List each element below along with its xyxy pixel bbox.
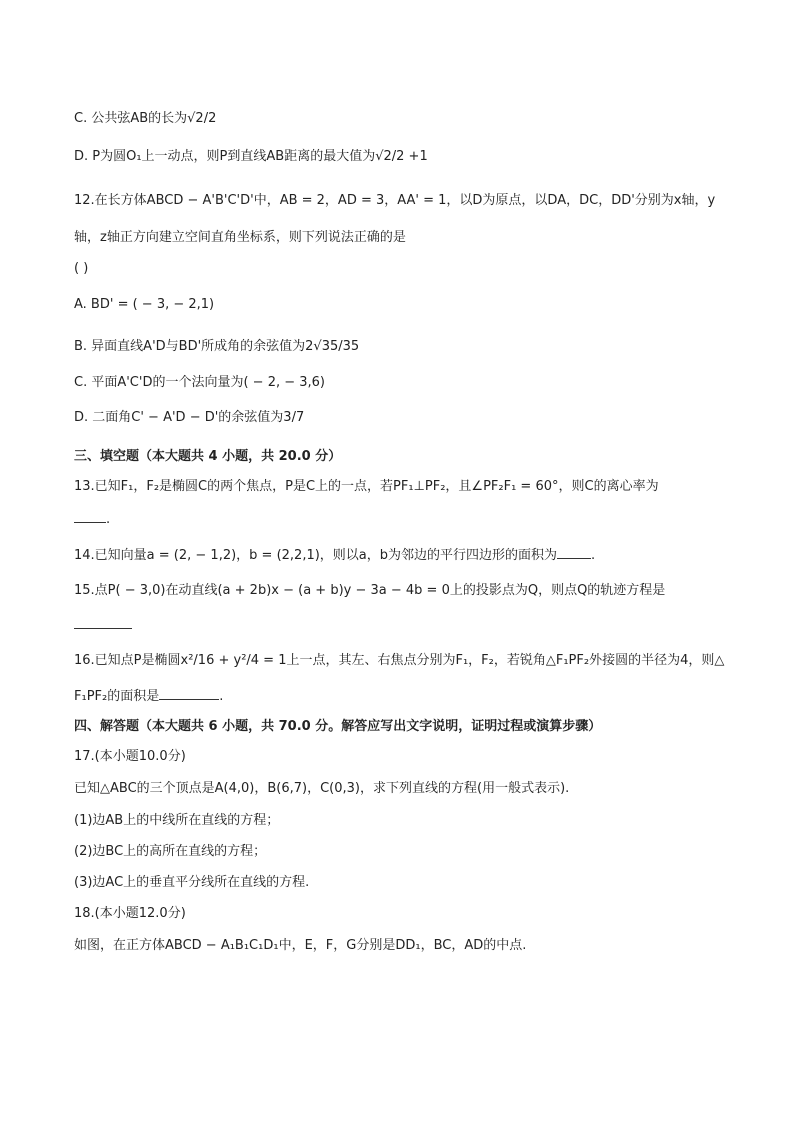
question-15-answer-line bbox=[74, 616, 132, 635]
question-12-answer-paren: ( ) bbox=[74, 261, 89, 276]
answer-blank bbox=[159, 687, 219, 700]
question-16-end: . bbox=[219, 689, 224, 704]
question-16 bbox=[74, 687, 223, 706]
question-17-part-2: (2)边BC上的高所在直线的方程； bbox=[74, 844, 267, 859]
question-14 bbox=[74, 546, 595, 565]
question-12-stem-line2: 轴，z轴正方向建立空间直角坐标系，则下列说法正确的是 bbox=[74, 230, 406, 245]
question-12-option-c: C. 平面A'C'D的一个法向量为( − 2, − 3,6) bbox=[74, 375, 326, 390]
question-17-part-1: (1)边AB上的中线所在直线的方程； bbox=[74, 813, 280, 828]
question-14-end: . bbox=[591, 548, 596, 563]
question-12-option-a: A. BD' = ( − 3, − 2,1) bbox=[74, 297, 215, 312]
question-13-answer-line bbox=[74, 510, 110, 529]
option-d-max-distance: D. P为圆O₁上一动点，则P到直线AB距离的最大值为√2/2 +1 bbox=[74, 149, 428, 164]
question-13-end: . bbox=[106, 512, 111, 527]
question-18-stem: 如图，在正方体ABCD − A₁B₁C₁D₁中，E，F，G分别是DD₁，BC，AD的中点. bbox=[74, 938, 527, 953]
question-12-option-d: D. 二面角C' − A'D − D'的余弦值为3/7 bbox=[74, 410, 305, 425]
answer-blank bbox=[74, 510, 106, 523]
question-17-part-3: (3)边AC上的垂直平分线所在直线的方程. bbox=[74, 875, 310, 890]
question-13-stem: 13.已知F₁，F₂是椭圆C的两个焦点，P是C上的一点，若PF₁⊥PF₂，且∠PF₂F₁ = 60°，则C的离心率为 bbox=[74, 479, 659, 494]
question-16-stem-line2: F₁PF₂的面积是 bbox=[74, 689, 160, 704]
question-17-title: 17.(本小题10.0分) bbox=[74, 749, 186, 764]
question-17-stem: 已知△ABC的三个顶点是A(4,0)，B(6,7)，C(0,3)，求下列直线的方程(用一般式表示). bbox=[74, 781, 570, 796]
question-16-stem-line1: 16.已知点P是椭圆x²/16 + y²/4 = 1上一点，其左、右焦点分别为F₁，F₂，若锐角△F₁PF₂外接圆的半径为4，则△ bbox=[74, 653, 725, 668]
question-18-title: 18.(本小题12.0分) bbox=[74, 906, 186, 921]
question-15-stem: 15.点P( − 3,0)在动直线(a + 2b)x − (a + b)y − 3a − 4b = 0上的投影点为Q，则点Q的轨迹方程是 bbox=[74, 583, 666, 598]
option-c-chord-length: C. 公共弦AB的长为√2/2 bbox=[74, 111, 217, 126]
question-14-stem: 14.已知向量a = (2, − 1,2)，b = (2,2,1)，则以a，b为邻边的平行四边形的面积为 bbox=[74, 548, 558, 563]
section-4-heading: 四、解答题（本大题共 6 小题，共 70.0 分。解答应写出文字说明，证明过程或演算步骤） bbox=[74, 719, 602, 734]
answer-blank bbox=[557, 546, 591, 559]
question-12-option-b: B. 异面直线A'D与BD'所成角的余弦值为2√35/35 bbox=[74, 339, 360, 354]
section-3-heading: 三、填空题（本大题共 4 小题，共 20.0 分） bbox=[74, 449, 342, 464]
question-12-stem-line1: 12.在长方体ABCD − A'B'C'D'中，AB = 2，AD = 3，AA' = 1，以D为原点，以DA，DC，DD'分别为x轴，y bbox=[74, 193, 716, 208]
answer-blank bbox=[74, 616, 132, 629]
